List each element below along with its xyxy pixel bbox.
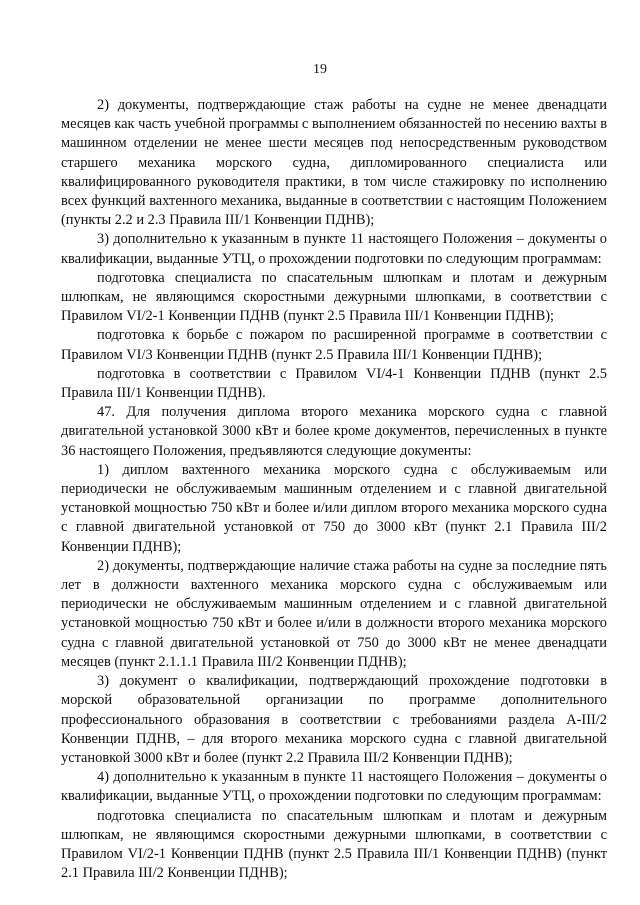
document-body xyxy=(61,96,607,883)
page-number: 19 xyxy=(313,62,327,77)
paragraph-firefighting-training: подготовка к борьбе с пожаром по расширенной программе в соответствии с Правилом VI/3 Конвенции ПДНВ (пункт 2.5 Правила III/1 Конвенции ПДНВ); xyxy=(61,327,607,363)
paragraph-47-lifeboat-training: подготовка специалиста по спасательным шлюпкам и плотам и дежурным шлюпкам, не являющимся скоростными дежурными шлюпками, в соответствии с Правилом VI/2-1 Конвенции ПДНВ (пункт 2.5 Правила III/1 Конвенции ПДНВ) (пункт 2.1 Правила III/2 Конвенции ПДНВ); xyxy=(61,807,607,882)
paragraph-item-2-work-experience: 2) документы, подтверждающие стаж работы на судне не менее двенадцати месяцев как часть учебной программы с выполнением обязанностей по несению вахты в машинном отделении не менее шести месяцев под непосредственным руководством старшего механика морского судна, дипломированного специалиста или квалифицированного руководителя практики, в том числе стажировку по исполнению всех функций вахтенного механика, выданные в соответствии с настоящим Положением (пункты 2.2 и 2.3 Правила III/1 Конвенции ПДНВ); xyxy=(61,97,607,229)
paragraph-47-item-3-qualification: 3) документ о квалификации, подтверждающий прохождение подготовки в морской образовательной организации по программе дополнительного профессионального образования в соответствии с требованиями раздела A-III/2 Конвенции ПДНВ, – для второго механика морского судна с главной двигательной установкой 3000 кВт и более (пункт 2.2 Правила III/2 Конвенции ПДНВ); xyxy=(61,673,607,766)
paragraph-lifeboat-training: подготовка специалиста по спасательным шлюпкам и плотам и дежурным шлюпкам, не являющимся скоростными дежурными шлюпками, в соответствии с Правилом VI/2-1 Конвенции ПДНВ (пункт 2.5 Правила III/1 Конвенции ПДНВ); xyxy=(61,269,607,325)
paragraph-47-item-2-experience: 2) документы, подтверждающие наличие стажа работы на судне за последние пять лет в должности вахтенного механика морского судна с обслуживаемым или периодически не обслуживаемым машинным отделением и с главной двигательной установкой мощностью 750 кВт и более и/или в должности второго механика морского судна с главной двигательной установкой от 750 до 3000 кВт не менее двенадцати месяцев (пункт 2.1.1.1 Правила III/2 Конвенции ПДНВ); xyxy=(61,557,607,670)
paragraph-47-item-4-additional-docs: 4) дополнительно к указанным в пункте 11 настоящего Положения – документы о квалификации, выданные УТЦ, о прохождении подготовки по следующим программам: xyxy=(61,769,607,805)
paragraph-47-item-1-diploma: 1) диплом вахтенного механика морского судна с обслуживаемым или периодически не обслуживаемым машинным отделением и с главной двигательной установкой мощностью 750 кВт и более и/или диплом второго механика морского судна с главной двигательной установкой от 750 до 3000 кВт (пункт 2.1 Правила III/2 Конвенции ПДНВ); xyxy=(61,461,607,555)
paragraph-vi4-1-training: подготовка в соответствии с Правилом VI/4-1 Конвенции ПДНВ (пункт 2.5 Правила III/1 Конвенции ПДНВ). xyxy=(61,365,607,402)
paragraph-item-3-additional-docs: 3) дополнительно к указанным в пункте 11 настоящего Положения – документы о квалификации, выданные УТЦ, о прохождении подготовки по следующим программам: xyxy=(61,231,607,267)
paragraph-section-47: 47. Для получения диплома второго механика морского судна с главной двигательной установкой 3000 кВт и более кроме документов, перечисленных в пункте 36 настоящего Положения, предъявляются следующие документы: xyxy=(61,404,607,459)
